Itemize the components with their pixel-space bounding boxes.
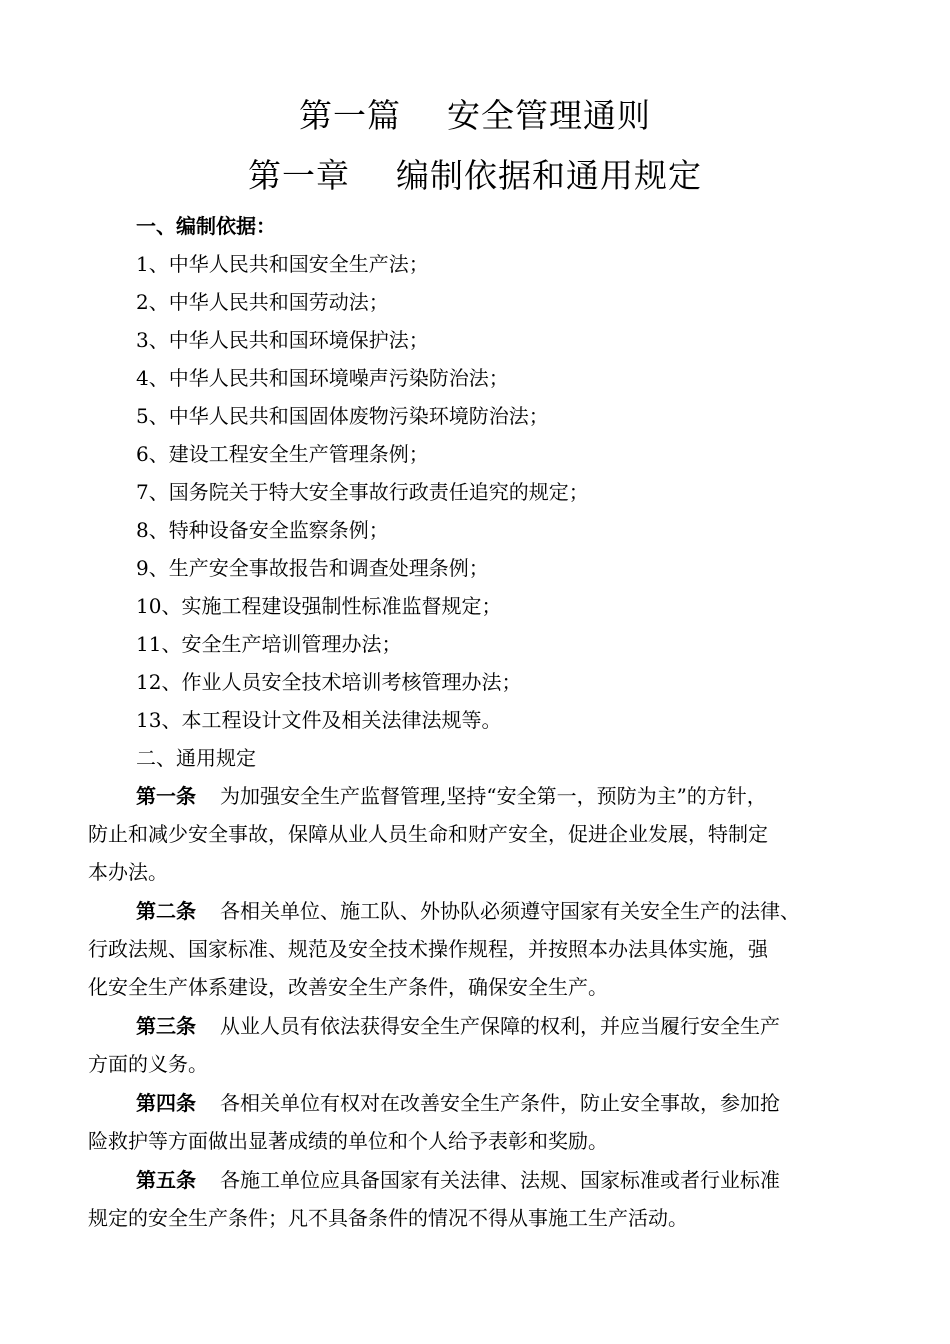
article-5-line: 规定的安全生产条件；凡不具备条件的情况不得从事施工生产活动。 [88, 1206, 688, 1230]
article-3 [88, 1007, 878, 1083]
article-1-line: 为加强安全生产监督管理,坚持“安全第一，预防为主”的方针， [220, 784, 767, 808]
general-heading: 二、通用规定 [136, 746, 256, 770]
article-2-line: 化安全生产体系建设，改善安全生产条件，确保安全生产。 [88, 975, 608, 999]
basis-item: 2、中华人民共和国劳动法； [136, 290, 389, 314]
basis-item: 3、中华人民共和国环境保护法； [136, 328, 429, 352]
article-2 [88, 892, 878, 1006]
article-2-line: 各相关单位、施工队、外协队必须遵守国家有关安全生产的法律、 [220, 899, 800, 923]
basis-item: 13、本工程设计文件及相关法律法规等。 [136, 708, 502, 732]
article-4-line: 各相关单位有权对在改善安全生产条件，防止安全事故，参加抢 [220, 1091, 780, 1115]
article-3-line: 方面的义务。 [88, 1052, 208, 1076]
article-5-line: 各施工单位应具备国家有关法律、法规、国家标准或者行业标准 [220, 1168, 780, 1192]
article-5 [88, 1161, 878, 1237]
article-4-lead: 第四条 [136, 1091, 196, 1115]
article-2-lead: 第二条 [136, 899, 196, 923]
basis-item: 4、中华人民共和国环境噪声污染防治法； [136, 366, 509, 390]
basis-heading: 一、编制依据： [136, 214, 276, 238]
article-2-line: 行政法规、国家标准、规范及安全技术操作规程，并按照本办法具体实施，强 [88, 937, 768, 961]
basis-item: 10、实施工程建设强制性标准监督规定； [136, 594, 502, 618]
basis-item: 11、安全生产培训管理办法； [136, 632, 402, 656]
basis-item: 9、生产安全事故报告和调查处理条例； [136, 556, 489, 580]
basis-item: 12、作业人员安全技术培训考核管理办法； [136, 670, 522, 694]
article-3-line: 从业人员有依法获得安全生产保障的权利，并应当履行安全生产 [220, 1014, 780, 1038]
article-1-lead: 第一条 [136, 784, 196, 808]
article-1-line: 本办法。 [88, 860, 168, 884]
article-1 [88, 777, 878, 891]
basis-item: 7、国务院关于特大安全事故行政责任追究的规定； [136, 480, 589, 504]
article-4 [88, 1084, 878, 1160]
article-1-line: 防止和减少安全事故，保障从业人员生命和财产安全，促进企业发展，特制定 [88, 822, 768, 846]
article-4-line: 险救护等方面做出显著成绩的单位和个人给予表彰和奖励。 [88, 1129, 608, 1153]
basis-item: 5、中华人民共和国固体废物污染环境防治法； [136, 404, 549, 428]
article-3-lead: 第三条 [136, 1014, 196, 1038]
basis-item: 6、建设工程安全生产管理条例； [136, 442, 429, 466]
article-5-lead: 第五条 [136, 1168, 196, 1192]
basis-item: 1、中华人民共和国安全生产法； [136, 252, 429, 276]
part-title: 第一篇 安全管理通则 [299, 96, 651, 135]
chapter-title: 第一章 编制依据和通用规定 [248, 156, 702, 195]
basis-item: 8、特种设备安全监察条例； [136, 518, 389, 542]
